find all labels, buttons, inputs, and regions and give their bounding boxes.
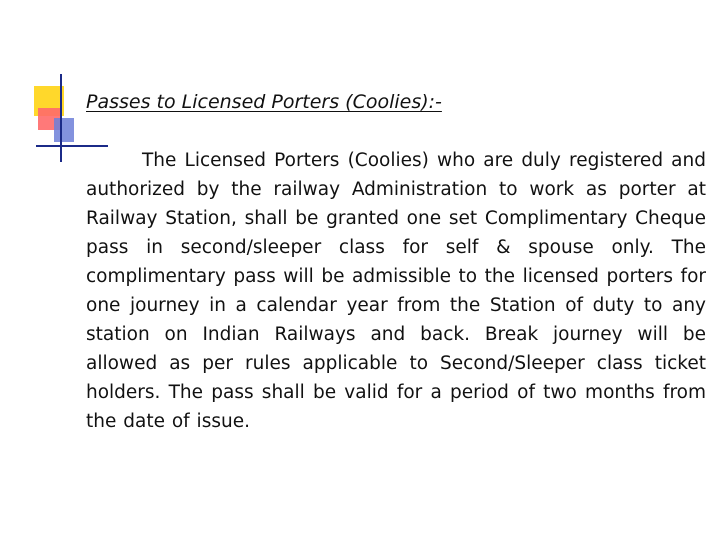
bullet-decoration-graphic (0, 0, 100, 170)
body-paragraph: The Licensed Porters (Coolies) who are duly registered and authorized by the railway Administration to work as porter at Railway Station, shall be granted one set Complimentary Cheque pass in second/sleeper class for self & spouse only. The complimentary pass will be admissible to the licensed porters for one journey in a calendar year from the Station of duty to any station on Indian Railways and back. Break journey will be allowed as per rules applicable to Second/Sleeper class ticket holders. The pass shall be valid for a period of two months from the date of issue. (86, 150, 706, 432)
slide-title: Passes to Licensed Porters (Coolies):- (86, 91, 442, 113)
blue-square-shape (54, 118, 74, 142)
vertical-rule (60, 74, 62, 162)
